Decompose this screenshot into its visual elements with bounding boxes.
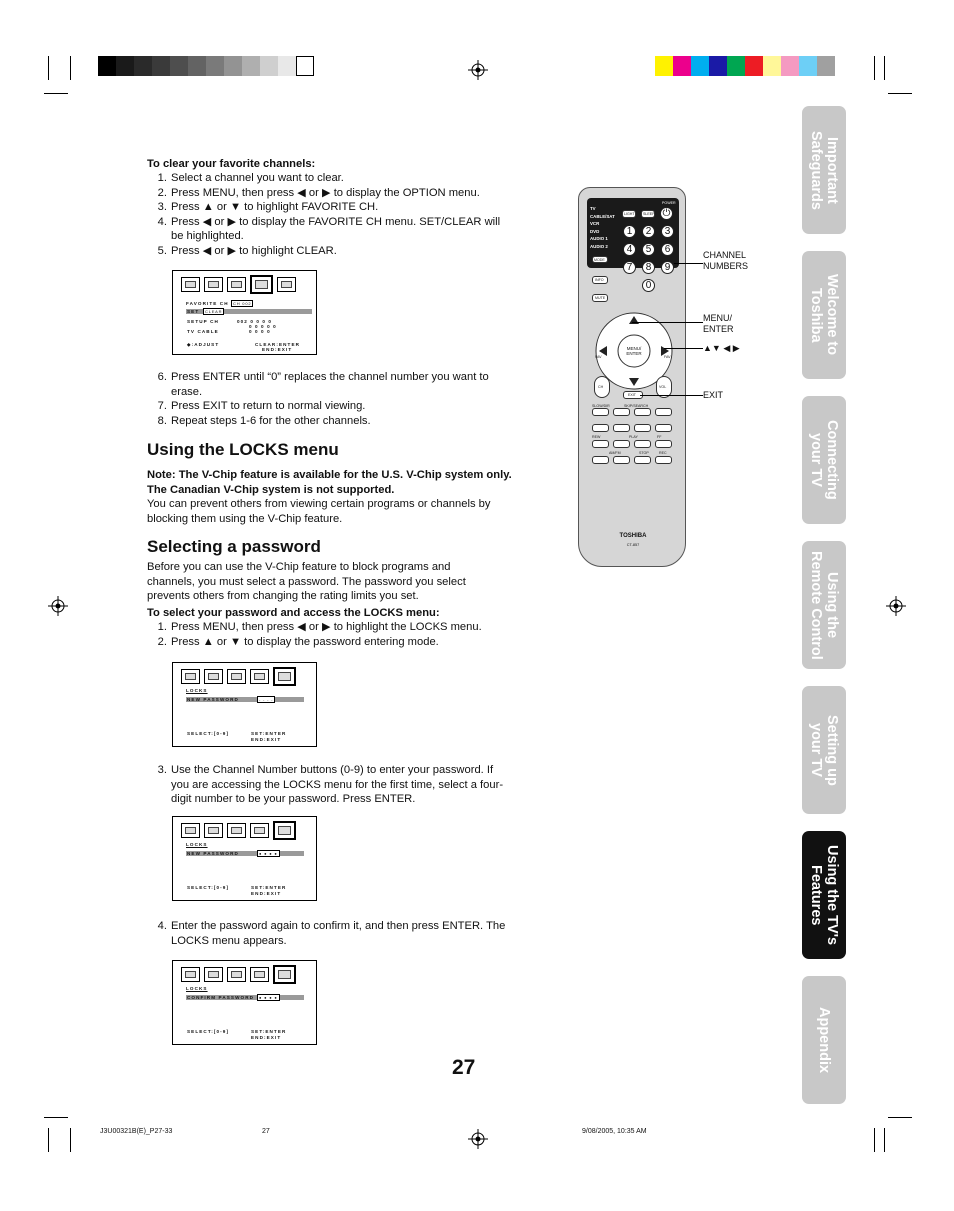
callout-channel-numbers: CHANNEL NUMBERS: [703, 250, 749, 271]
audio-menu-icon: [204, 967, 223, 982]
section-tab-label: Using the TV's Features: [808, 844, 840, 946]
registration-mark-icon: [886, 596, 906, 616]
osd-setclear-value: CLEAR: [205, 309, 223, 314]
step-text: Select a channel you want to clear.: [171, 172, 344, 184]
osd-set-hint: SET:ENTER: [251, 885, 287, 890]
color-swatch: [709, 56, 727, 76]
password-step-4: [147, 919, 512, 948]
osd-end-hint: END:EXIT: [251, 737, 282, 742]
gray-swatch: [134, 56, 152, 76]
transport-label: SLOW/DIR: [592, 404, 610, 408]
model-number: CT-857: [626, 543, 640, 547]
osd-end-hint: END:EXIT: [251, 891, 282, 896]
osd-select-hint: SELECT:[0-9]: [187, 885, 230, 890]
transport-button: [634, 424, 651, 432]
step-text: Press MENU, then press ◀ or ▶ to display the OPTION menu.: [171, 186, 480, 199]
gray-swatch: [98, 56, 116, 76]
callout-line: [664, 348, 703, 349]
locks-menu-icon: [277, 277, 296, 292]
transport-label: STOP: [639, 451, 649, 455]
osd-setup-ch: SETUP CH: [187, 319, 219, 324]
transport-button: [592, 408, 609, 416]
password-step-3: [147, 763, 512, 807]
registration-mark-icon: [48, 596, 68, 616]
section-tab-label: Using the Remote Control: [808, 550, 840, 660]
step-number: 1.: [157, 172, 167, 184]
step-number: 5.: [157, 244, 167, 257]
osd-title: LOCKS: [186, 688, 208, 693]
section-tab-label: Welcome to Toshiba: [808, 274, 840, 356]
step-text: Press ◀ or ▶ to highlight CLEAR.: [171, 244, 337, 257]
transport-button: [592, 424, 609, 432]
section-tab-label: Connecting your TV: [808, 420, 840, 500]
step-item: [147, 186, 507, 201]
locks-menu-icon: [273, 667, 296, 686]
digit-button: 3: [661, 225, 674, 238]
step-item: [147, 200, 507, 215]
source-label: CABLE/SAT: [590, 213, 615, 219]
audio-menu-icon: [204, 823, 223, 838]
osd-field-label: NEW PASSWORD: [187, 697, 239, 702]
digit-button: 9: [661, 261, 674, 274]
brand-logo: TOSHIBA: [619, 533, 647, 539]
digit-button: 0: [642, 279, 655, 292]
digit-button: 2: [642, 225, 655, 238]
picture-menu-icon: [181, 823, 200, 838]
color-swatch: [799, 56, 817, 76]
info-label: INFO: [595, 278, 604, 282]
osd-select-hint: SELECT:[0-9]: [187, 1029, 230, 1034]
digit-button: 6: [661, 243, 674, 256]
osd-locks-menu: [172, 816, 317, 901]
gray-swatch: [260, 56, 278, 76]
source-label: AUDIO 2: [590, 243, 608, 249]
digit-button: 1: [623, 225, 636, 238]
step-item: [147, 414, 512, 429]
clear-favorites-heading: To clear your favorite channels:: [147, 158, 316, 170]
section-tab[interactable]: [802, 541, 846, 669]
transport-button: [655, 440, 672, 448]
step-item: [147, 370, 512, 399]
step-number: 4.: [157, 215, 167, 228]
source-label: AUDIO 1: [590, 236, 608, 241]
gray-calibration-bar: [98, 56, 314, 76]
remote-control: [578, 187, 686, 567]
section-tab[interactable]: [802, 686, 846, 814]
osd-tv-cable: TV CABLE: [187, 329, 219, 334]
step-item: [147, 620, 512, 635]
vol-label: VOL: [659, 385, 667, 389]
transport-label: AM/FM: [609, 451, 621, 455]
page-number: 27: [452, 1056, 476, 1079]
source-label: TV: [590, 206, 596, 211]
fav-right-label: FAV: [664, 355, 671, 359]
color-swatch: [691, 56, 709, 76]
callout-arrows: ▲▼ ◀ ▶: [703, 343, 740, 353]
osd-set-hint: SET:ENTER: [251, 731, 287, 736]
setup-menu-icon: [227, 823, 246, 838]
option-menu-icon: [250, 823, 269, 838]
osd-title: FAVORITE CH: [186, 301, 229, 306]
password-steps: [147, 620, 512, 649]
transport-label: FF: [657, 435, 662, 439]
osd-password-value: - - - -: [259, 697, 274, 702]
password-intro: Before you can use the V-Chip feature to block programs and channels, you must select a password. The password you select prevents others from changing the rating limits you set.: [147, 561, 466, 602]
step-text: Press EXIT to return to normal viewing.: [171, 400, 366, 412]
transport-button: [592, 456, 609, 464]
power-button: ⏻: [660, 207, 673, 220]
gray-swatch: [188, 56, 206, 76]
gray-swatch: [152, 56, 170, 76]
option-menu-icon: [250, 967, 269, 982]
password-subheading: To select your password and access the LOCKS menu:: [147, 607, 440, 619]
osd-menu-icons: [181, 669, 296, 686]
color-swatch: [763, 56, 781, 76]
callout-line: [632, 322, 703, 323]
transport-label: REW: [592, 435, 601, 439]
setup-menu-icon: [227, 967, 246, 982]
digit-button: 4: [623, 243, 636, 256]
power-label: POWER: [662, 201, 676, 205]
step-number: 2.: [157, 635, 167, 648]
color-swatch: [745, 56, 763, 76]
source-label: VCR: [590, 221, 600, 226]
step-text: Press ENTER until “0” replaces the channel number you want to erase.: [171, 371, 489, 398]
transport-button: [634, 408, 651, 416]
osd-menu-icons: [181, 967, 296, 984]
audio-menu-icon: [204, 669, 223, 684]
step-text: Press ◀ or ▶ to display the FAVORITE CH menu. SET/CLEAR will be highlighted.: [171, 215, 501, 242]
gray-swatch: [296, 56, 314, 76]
step-text: Repeat steps 1-6 for the other channels.: [171, 414, 371, 427]
mute-label: MUTE: [595, 296, 606, 300]
picture-menu-icon: [181, 277, 200, 292]
locks-intro: You can prevent others from viewing certain programs or channels by blocking them using the V-Chip feature.: [147, 498, 491, 525]
transport-button: [634, 456, 651, 464]
gray-swatch: [206, 56, 224, 76]
transport-button: [592, 440, 609, 448]
color-swatch: [673, 56, 691, 76]
osd-tv-values: 0 0 0 0: [249, 329, 271, 334]
color-swatch: [727, 56, 745, 76]
step-text: Use the Channel Number buttons (0-9) to enter your password. If you are accessing the LOCKS menu for the first time, select a four-digit number to be your password. Press ENTER.: [171, 764, 504, 805]
clear-favorites-steps-continued: [147, 370, 512, 428]
step-item: [147, 215, 507, 244]
step-text: Press MENU, then press ◀ or ▶ to highlight the LOCKS menu.: [171, 621, 482, 633]
section-tab-label: Setting up your TV: [808, 714, 840, 786]
step-item: [147, 399, 512, 414]
picture-menu-icon: [181, 669, 200, 684]
picture-menu-icon: [181, 967, 200, 982]
callout-exit: EXIT: [703, 390, 724, 400]
section-tab[interactable]: [802, 396, 846, 524]
registration-mark-icon: [468, 60, 488, 80]
section-tab[interactable]: [802, 976, 846, 1104]
locks-heading: Using the LOCKS menu: [147, 440, 339, 459]
gray-swatch: [224, 56, 242, 76]
osd-end-hint: END:EXIT: [251, 1035, 282, 1040]
transport-button: [613, 440, 630, 448]
option-menu-icon: [250, 669, 269, 684]
step-number: 8.: [157, 414, 167, 427]
osd-password-value: ● ● ● ●: [259, 851, 278, 856]
audio-menu-icon: [204, 277, 223, 292]
osd-adjust: ◆:ADJUST: [187, 342, 220, 347]
step-number: 1.: [157, 621, 167, 633]
menu-enter-label: MENU/ ENTER: [626, 346, 642, 356]
section-tab[interactable]: [802, 251, 846, 379]
sleep-label: SLEEP: [643, 212, 655, 216]
transport-label: PLAY: [629, 435, 638, 439]
step-text: Press ▲ or ▼ to display the password entering mode.: [171, 635, 439, 648]
osd-menu-icons: [181, 823, 296, 840]
transport-label: SKIP/SEARCH: [624, 404, 649, 408]
osd-field-label: CONFIRM PASSWORD: [187, 995, 255, 1000]
color-swatch: [655, 56, 673, 76]
osd-favorite-menu: [172, 270, 317, 355]
step-item: [147, 919, 512, 948]
osd-field-label: NEW PASSWORD: [187, 851, 239, 856]
exit-label: EXIT: [628, 393, 636, 397]
gray-swatch: [170, 56, 188, 76]
ch-label: CH: [598, 385, 604, 389]
footer-page: 27: [262, 1128, 270, 1135]
registration-mark-icon: [468, 1129, 488, 1149]
osd-locks-menu: [172, 960, 317, 1045]
light-label: LIGHT: [624, 212, 635, 216]
gray-swatch: [242, 56, 260, 76]
setup-menu-icon: [227, 669, 246, 684]
gray-swatch: [116, 56, 134, 76]
clear-favorites-steps: [147, 171, 507, 258]
transport-button: [613, 424, 630, 432]
osd-setclear-label: SET: [187, 309, 200, 314]
step-number: 7.: [157, 400, 167, 412]
osd-title: LOCKS: [186, 986, 208, 991]
osd-menu-icons: [181, 277, 296, 294]
footer-date: 9/08/2005, 10:35 AM: [582, 1128, 647, 1135]
vchip-note: Note: The V-Chip feature is available for the U.S. V-Chip system only. The Canadian V-Chip system is not supported.: [147, 469, 512, 496]
transport-label: REC: [659, 451, 667, 455]
osd-set-hint: SET:ENTER: [251, 1029, 287, 1034]
gray-swatch: [278, 56, 296, 76]
transport-button: [655, 424, 672, 432]
callout-menu-enter: MENU/ ENTER: [703, 313, 734, 334]
setup-menu-icon: [227, 277, 246, 292]
section-tab[interactable]: [802, 831, 846, 959]
step-text: Press ▲ or ▼ to highlight FAVORITE CH.: [171, 201, 379, 213]
color-swatch: [817, 56, 835, 76]
step-number: 3.: [157, 764, 167, 776]
step-item: [147, 763, 512, 807]
step-item: [147, 635, 512, 650]
section-tab[interactable]: [802, 106, 846, 234]
osd-end-exit: END:EXIT: [262, 347, 293, 352]
digit-button: 5: [642, 243, 655, 256]
fav-left-label: FAV: [595, 355, 602, 359]
transport-button: [655, 408, 672, 416]
footer-file: J3U00321B(E)_P27-33: [100, 1128, 173, 1135]
transport-button: [634, 440, 651, 448]
osd-title: LOCKS: [186, 842, 208, 847]
osd-channel: CH 002: [233, 301, 252, 306]
transport-button: [613, 408, 630, 416]
callout-line: [674, 263, 703, 264]
step-item: [147, 171, 507, 186]
color-calibration-bar: [655, 56, 835, 76]
transport-button: [613, 456, 630, 464]
step-number: 2.: [157, 186, 167, 199]
osd-locks-menu: [172, 662, 317, 747]
step-item: [147, 244, 507, 259]
source-label: DVD: [590, 228, 600, 234]
osd-clear-enter: CLEAR:ENTER: [255, 342, 301, 347]
section-tab-label: Appendix: [816, 1006, 832, 1074]
osd-password-value: ● ● ● ●: [259, 995, 278, 1000]
option-menu-icon: [250, 275, 273, 294]
locks-menu-icon: [273, 965, 296, 984]
osd-setup-values: 002 0 0 0 0: [237, 319, 273, 324]
step-text: Enter the password again to confirm it, and then press ENTER. The LOCKS menu appears.: [171, 920, 506, 947]
osd-select-hint: SELECT:[0-9]: [187, 731, 230, 736]
transport-button: [655, 456, 672, 464]
step-number: 6.: [157, 371, 167, 383]
osd-cable-values: 0 0 0 0 0: [249, 324, 277, 329]
password-heading: Selecting a password: [147, 537, 321, 556]
digit-button: 8: [642, 261, 655, 274]
step-number: 4.: [157, 920, 167, 932]
step-number: 3.: [157, 201, 167, 213]
section-tab-label: Important Safeguards: [808, 130, 840, 210]
digit-button: 7: [623, 261, 636, 274]
locks-menu-icon: [273, 821, 296, 840]
color-swatch: [781, 56, 799, 76]
mode-label: MODE: [594, 258, 605, 262]
callout-line: [640, 395, 703, 396]
